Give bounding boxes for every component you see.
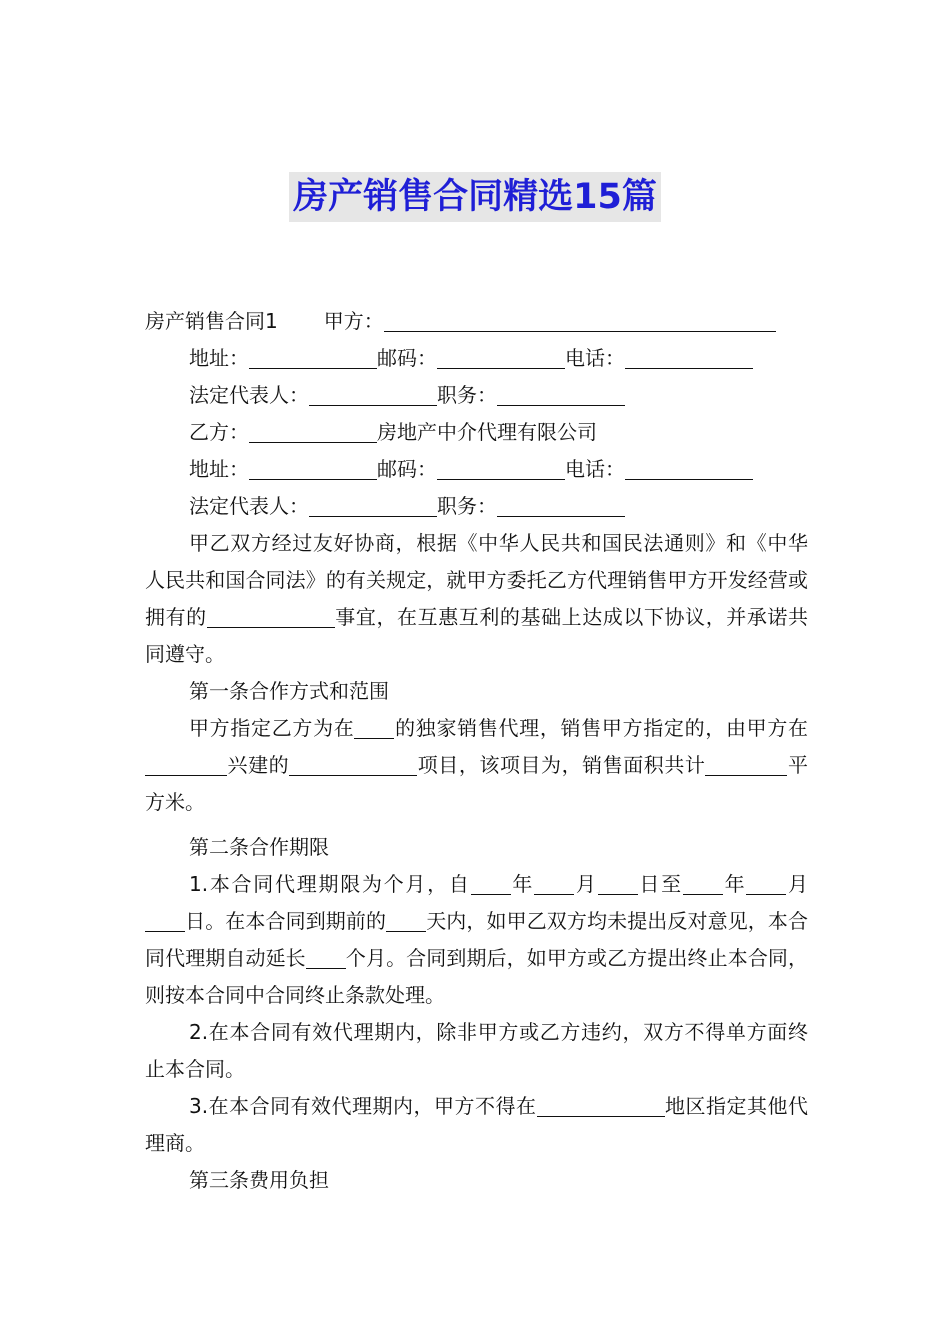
party-b-rep-line xyxy=(145,488,808,525)
address-blank xyxy=(249,455,377,480)
text: 兴建的 xyxy=(227,753,290,777)
address-label: 地址： xyxy=(189,346,249,370)
end-year-blank xyxy=(683,870,723,895)
address-label: 地址： xyxy=(189,457,249,481)
article-2-heading: 第二条合作期限 xyxy=(189,835,329,859)
party-b-label: 乙方： xyxy=(189,420,249,444)
legal-rep-label: 法定代表人： xyxy=(189,494,309,518)
text: 3.在本合同有效代理期内，甲方不得在 xyxy=(189,1094,537,1118)
clause-2-3 xyxy=(145,1088,808,1162)
end-month-blank xyxy=(746,870,786,895)
text: 项目，该项目为，销售面积共计 xyxy=(417,753,706,777)
legal-rep-blank xyxy=(309,381,437,406)
position-label: 职务： xyxy=(437,494,497,518)
text: 甲方指定乙方为在 xyxy=(189,716,355,740)
party-a-line xyxy=(145,303,808,340)
text: 地区指定其他代理商。 xyxy=(145,1094,808,1155)
region-blank xyxy=(354,714,394,739)
address-blank xyxy=(249,344,377,369)
start-month-blank xyxy=(534,870,574,895)
text: 日。在本合同到期前的 xyxy=(185,909,387,933)
party-a-rep-line xyxy=(145,377,808,414)
clause-2-2: 2.在本合同有效代理期内，除非甲方或乙方违约，双方不得单方面终止本合同。 xyxy=(145,1020,808,1081)
property-blank xyxy=(207,603,335,628)
area-region-blank xyxy=(537,1092,665,1117)
party-a-address-line xyxy=(145,340,808,377)
text: 年 xyxy=(510,872,535,896)
contract-number: 房产销售合同1 xyxy=(145,309,278,333)
days-blank xyxy=(386,907,426,932)
document-title: 房产销售合同精选15篇 xyxy=(289,172,661,222)
postcode-blank xyxy=(437,455,565,480)
article-3-heading: 第三条费用负担 xyxy=(189,1168,329,1192)
party-b-address-line xyxy=(145,451,808,488)
text: 年 xyxy=(722,872,747,896)
phone-blank xyxy=(625,344,753,369)
phone-label: 电话： xyxy=(565,346,625,370)
clause-2-1 xyxy=(145,866,808,1014)
end-day-blank xyxy=(145,907,185,932)
article-1-heading: 第一条合作方式和范围 xyxy=(189,679,389,703)
document-body xyxy=(145,303,808,1199)
phone-label: 电话： xyxy=(565,457,625,481)
text: 的独家销售代理，销售甲方指定的，由甲方在 xyxy=(394,716,809,740)
party-b-line xyxy=(145,414,808,451)
start-day-blank xyxy=(598,870,638,895)
party-b-company: 房地产中介代理有限公司 xyxy=(377,420,597,444)
postcode-blank xyxy=(437,344,565,369)
text: 平方米。 xyxy=(145,753,809,814)
legal-rep-label: 法定代表人： xyxy=(189,383,309,407)
article-1-paragraph xyxy=(145,710,808,821)
months-blank xyxy=(306,944,346,969)
text: 个月。合同到期后，如甲方或乙方提出终止本合同，则按本合同中合同终止条款处理。 xyxy=(145,946,809,1007)
text: 月 xyxy=(574,872,598,896)
party-a-label: 甲方： xyxy=(323,309,384,333)
project-blank xyxy=(289,751,417,776)
legal-rep-blank xyxy=(309,492,437,517)
text: 天内，如甲乙双方均未提出反对意见，本合同代理期自动延长 xyxy=(145,909,809,970)
start-year-blank xyxy=(471,870,511,895)
party-a-blank xyxy=(384,307,776,332)
position-blank xyxy=(497,381,625,406)
party-b-blank xyxy=(249,418,377,443)
preamble-text: 甲乙双方经过友好协商，根据《中华人民共和国民法通则》和《中华人民共和国合同法》的有关规定，就甲方委托乙方代理销售甲方开发经营或拥有的 xyxy=(145,531,808,629)
preamble-text-end: 事宜，在互惠互利的基础上达成以下协议，并承诺共同遵守。 xyxy=(145,605,809,666)
text: 月 xyxy=(786,872,809,896)
text: 日至 xyxy=(637,872,683,896)
title-wrap xyxy=(0,172,950,222)
text: 1.本合同代理期限为个月，自 xyxy=(189,872,471,896)
position-label: 职务： xyxy=(437,383,497,407)
position-blank xyxy=(497,492,625,517)
preamble-paragraph xyxy=(145,525,808,673)
postcode-label: 邮码： xyxy=(377,457,437,481)
area-blank xyxy=(705,751,787,776)
postcode-label: 邮码： xyxy=(377,346,437,370)
location-blank xyxy=(145,751,227,776)
phone-blank xyxy=(625,455,753,480)
